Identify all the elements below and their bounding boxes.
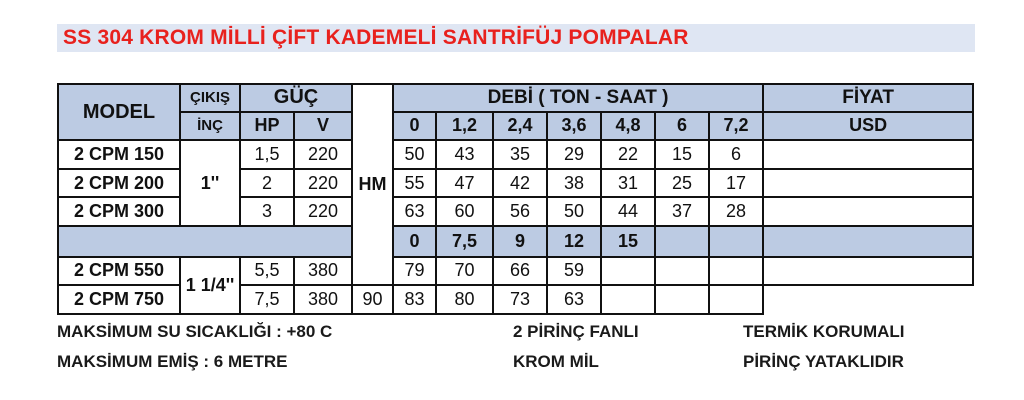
flow-col-2: 9 [493,226,547,257]
power-header: GÜÇ [240,84,352,112]
flow-value: 63 [393,197,436,226]
note-max-suction: MAKSİMUM EMİŞ : 6 METRE [57,352,288,371]
flow-col-3: 12 [547,226,601,257]
note-max-temperature: MAKSİMUM SU SICAKLIĞI : +80 C [57,322,333,341]
flow-value: 15 [655,140,709,169]
title-bar [57,24,975,52]
flow-value: 17 [709,169,763,198]
outlet-cell: 1'' [180,140,240,226]
flow-col-2: 2,4 [493,112,547,141]
inch-header: İNÇ [180,112,240,141]
price-header: FİYAT [763,84,973,112]
model-header: MODEL [58,84,180,140]
volt-cell: 220 [294,197,352,226]
flow-value: 79 [393,257,436,286]
flow-value: 59 [547,257,601,286]
flow-col-0: 0 [393,226,436,257]
flow-col-1: 1,2 [436,112,493,141]
table-row [58,257,973,286]
flow-value: 42 [493,169,547,198]
note-brass-bearing: PİRİNÇ YATAKLIDIR [743,352,904,371]
blank-price-header [763,226,973,257]
hm-label: HM [358,174,387,195]
flow-value: 22 [601,140,655,169]
model-cell: 2 CPM 150 [58,140,180,169]
flow-value: 83 [393,285,436,314]
flow-value: 37 [655,197,709,226]
flow-value: 60 [436,197,493,226]
flow-value: 38 [547,169,601,198]
flow-col-0: 0 [393,112,436,141]
flow-col-5 [655,226,709,257]
flow-value: 63 [547,285,601,314]
model-cell: 2 CPM 750 [58,285,180,314]
flow-value: 50 [547,197,601,226]
flow-value: 29 [547,140,601,169]
flow-value: 56 [493,197,547,226]
flow-col-1: 7,5 [436,226,493,257]
model-cell: 2 CPM 550 [58,257,180,286]
flow-value: 50 [393,140,436,169]
flow-value [655,257,709,286]
flow-value: 70 [436,257,493,286]
flow-value: 90 [352,285,393,314]
volt-header: V [294,112,352,141]
flow-value: 44 [601,197,655,226]
flow-value: 31 [601,169,655,198]
volt-cell: 220 [294,140,352,169]
volt-cell: 220 [294,169,352,198]
subheader-row [58,226,973,257]
outlet-header: ÇIKIŞ [180,84,240,112]
flow-value: 43 [436,140,493,169]
flow-col-4: 15 [601,226,655,257]
flow-col-3: 3,6 [547,112,601,141]
flow-value: 35 [493,140,547,169]
flow-col-5: 6 [655,112,709,141]
hp-header: HP [240,112,294,141]
price-cell [763,257,973,286]
note-brass-fans: 2 PİRİNÇ FANLI [513,322,639,341]
price-cell [763,169,973,198]
note-chrome-shaft: KROM MİL [513,352,599,371]
usd-header: USD [763,112,973,141]
hp-cell: 2 [240,169,294,198]
table-row [58,140,973,169]
hp-cell: 7,5 [240,285,294,314]
blank-header-band [58,226,352,257]
volt-cell: 380 [294,257,352,286]
note-thermal-protection: TERMİK KORUMALI [743,322,905,341]
model-cell: 2 CPM 300 [58,197,180,226]
hp-cell: 5,5 [240,257,294,286]
volt-cell: 380 [294,285,352,314]
page-title: SS 304 KROM MİLLİ ÇİFT KADEMELİ SANTRİFÜJ POMPALAR [63,26,689,49]
flow-value: 47 [436,169,493,198]
model-cell: 2 CPM 200 [58,169,180,198]
flow-col-6 [709,226,763,257]
flow-col-6: 7,2 [709,112,763,141]
pump-price-table [57,83,974,315]
flow-value: 25 [655,169,709,198]
flow-value [601,285,655,314]
hp-cell: 3 [240,197,294,226]
flow-value [709,257,763,286]
flow-value: 66 [493,257,547,286]
flow-value: 28 [709,197,763,226]
flow-value [655,285,709,314]
price-cell [763,140,973,169]
flow-value: 80 [436,285,493,314]
outlet-cell: 1 1/4'' [180,257,240,314]
flow-col-4: 4,8 [601,112,655,141]
flow-value [601,257,655,286]
header-row-1 [58,84,973,112]
price-cell [763,197,973,226]
flow-value: 6 [709,140,763,169]
price-cell [709,285,763,314]
flow-value: 55 [393,169,436,198]
hp-cell: 1,5 [240,140,294,169]
flow-header: DEBİ ( TON - SAAT ) [393,84,763,112]
header-row-2 [58,112,973,141]
hm-column [352,84,393,285]
flow-value: 73 [493,285,547,314]
